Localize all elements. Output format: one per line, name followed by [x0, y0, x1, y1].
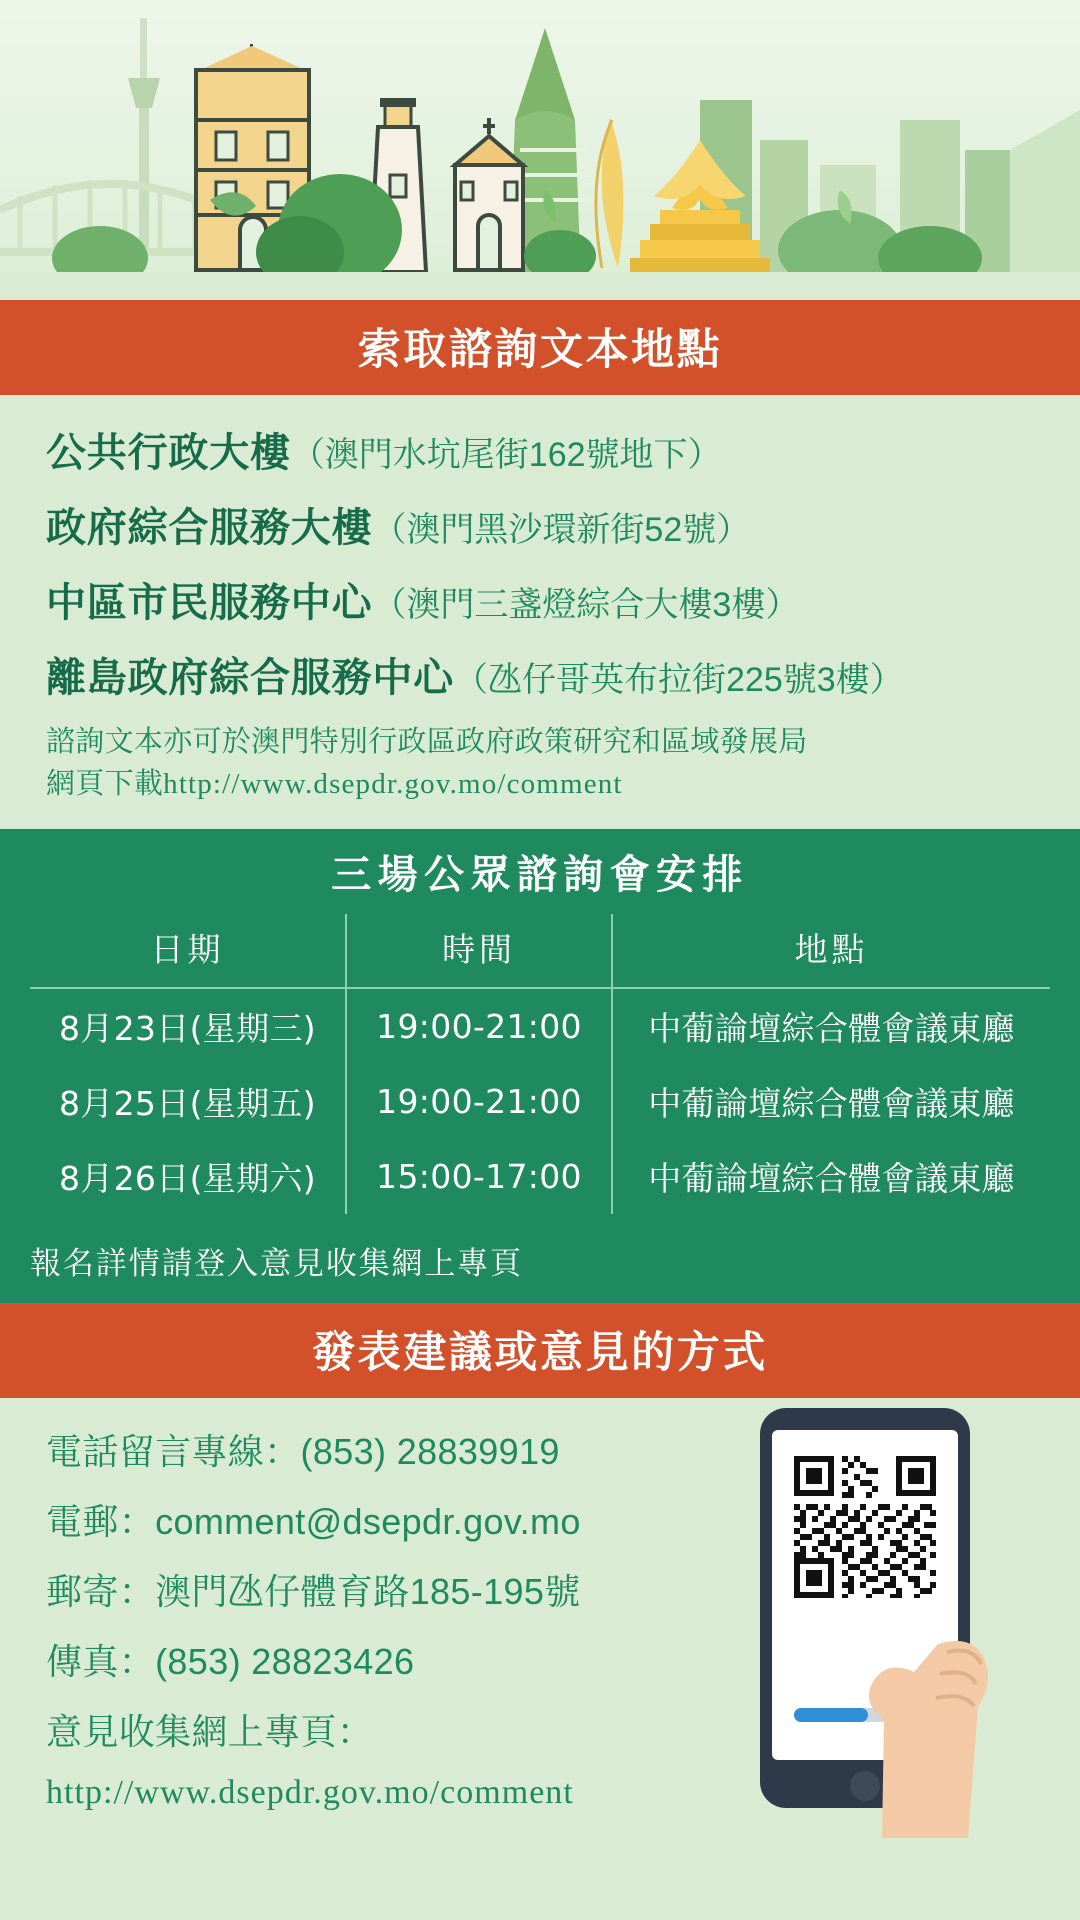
contact-lines [46, 1424, 686, 1812]
schedule-table [30, 914, 1050, 1214]
table-row [30, 1064, 1050, 1139]
column-header-date: 日期 [150, 931, 225, 969]
table-row [30, 988, 1050, 1064]
skyline-illustration [0, 0, 1080, 300]
schedule-header: 三場公眾諮詢會安排 [0, 829, 1080, 914]
list-item [46, 496, 1034, 553]
locations-note [46, 721, 1034, 805]
location-name: 中區市民服務中心 [46, 581, 373, 625]
location-address: （澳門黑沙環新街52號） [372, 511, 751, 549]
cell-date: 8月25日(星期五) [58, 1084, 316, 1124]
location-address: （澳門水坑尾街162號地下） [290, 436, 722, 474]
cell-place: 中葡論壇綜合體會議東廳 [612, 1139, 1050, 1214]
feedback-header: 發表建議或意見的方式 [0, 1303, 1080, 1398]
cell-place: 中葡論壇綜合體會議東廳 [612, 988, 1050, 1064]
cell-time: 15:00-17:00 [346, 1139, 612, 1214]
location-address: （氹仔哥英布拉街225號3樓） [454, 661, 904, 699]
skyline-svg [0, 0, 1080, 300]
table-header-row [30, 914, 1050, 988]
column-header-time: 時間 [346, 914, 612, 988]
cell-place: 中葡論壇綜合體會議東廳 [612, 1064, 1050, 1139]
schedule-footnote: 報名詳情請登入意見收集網上專頁 [30, 1246, 523, 1282]
locations-list [0, 395, 1080, 815]
location-address: （澳門三盞燈綜合大樓3樓） [372, 586, 800, 624]
locations-header: 索取諮詢文本地點 [0, 300, 1080, 395]
cell-date: 8月23日(星期三) [30, 988, 346, 1064]
contact-web-label: 意見收集網上專頁： [46, 1711, 374, 1753]
list-item [46, 571, 1034, 628]
location-name: 公共行政大樓 [46, 431, 291, 475]
location-name: 政府綜合服務大樓 [46, 506, 373, 550]
feedback-section [0, 1398, 1080, 1920]
location-name: 離島政府綜合服務中心 [46, 656, 454, 700]
list-item [46, 421, 1034, 478]
contact-phone: 電話留言專線：(853) 28839919 [46, 1431, 560, 1473]
contact-web-url[interactable]: http://www.dsepdr.gov.mo/comment [46, 1774, 574, 1812]
contact-mail: 郵寄：澳門氹仔體育路185-195號 [46, 1571, 581, 1613]
phone-svg [742, 1408, 1032, 1838]
consultation-document-url[interactable]: http://www.dsepdr.gov.mo/comment [163, 768, 623, 801]
cell-time: 19:00-21:00 [346, 1064, 612, 1139]
contact-email[interactable]: 電郵：comment@dsepdr.gov.mo [46, 1501, 581, 1543]
table-row [30, 1139, 1050, 1214]
phone-qr-illustration [742, 1408, 1032, 1838]
list-item [46, 646, 1034, 703]
contact-fax: 傳真：(853) 28823426 [46, 1641, 415, 1683]
schedule-table-wrap [0, 914, 1080, 1220]
download-prefix: 網頁下載 [46, 768, 164, 801]
cell-time: 19:00-21:00 [346, 988, 612, 1064]
cell-date: 8月26日(星期六) [58, 1159, 316, 1199]
locations-note-line2 [46, 763, 1034, 805]
column-header-place: 地點 [612, 914, 1050, 988]
schedule-panel [0, 829, 1080, 1303]
locations-note-line1: 諮詢文本亦可於澳門特別行政區政府政策研究和區域發展局 [46, 726, 808, 758]
